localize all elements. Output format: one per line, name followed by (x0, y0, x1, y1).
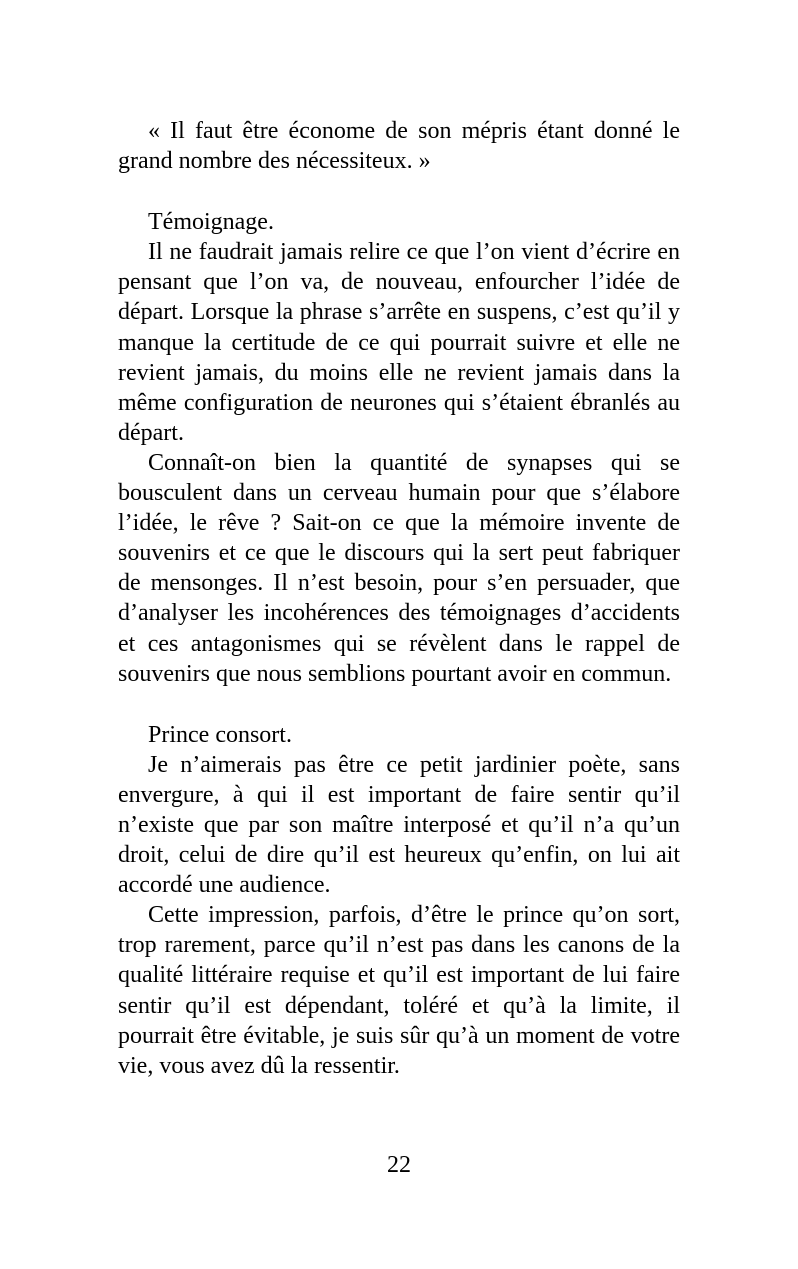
paragraph: Il ne faudrait jamais relire ce que l’on vient d’écrire en pensant que l’on va, de nouveau, enfourcher l’idée de départ. Lorsque la phrase s’arrête en suspens, c’est qu’il y manque la certitude de ce qui pourrait suivre et elle ne revient jamais, du moins elle ne revient jamais dans la même configuration de neurones qui s’étaient ébranlés au départ. (118, 239, 680, 446)
opening-quote: « Il faut être économe de son mépris étant donné le grand nombre des nécessiteux. » (118, 118, 680, 175)
section-heading-prince-consort: Prince consort. (148, 721, 292, 748)
section-heading-temoignage: Témoignage. (148, 209, 274, 236)
paragraph: Cette impression, parfois, d’être le prince qu’on sort, trop rarement, parce qu’il n’est pas dans les canons de la qualité littéraire requise et qu’il est important de lui faire sentir qu’il est dépendant, toléré et qu’à la limite, il pourrait être évitable, je suis sûr qu’à un moment de votre vie, vous avez dû la ressentir. (118, 902, 680, 1079)
paragraph: Je n’aimerais pas être ce petit jardinier poète, sans envergure, à qui il est important de faire sentir qu’il n’existe que par son maître interposé et qu’il n’a qu’un droit, celui de dire qu’il est heureux qu’enfin, on lui ait accordé une audience. (118, 751, 680, 899)
section-gap (118, 689, 680, 720)
page-body (118, 116, 680, 1081)
section-gap (118, 176, 680, 207)
paragraph: Connaît-on bien la quantité de synapses qui se bousculent dans un cerveau humain pour que s’élabore l’idée, le rêve ? Sait-on ce que la mémoire invente de souvenirs et ce que le discours qui la sert peut fabriquer de mensonges. Il n’est besoin, pour s’en persuader, que d’analyser les incohérences des témoignages d’accidents et ces antagonismes qui se révèlent dans le rappel de souvenirs que nous semblions pourtant avoir en commun. (118, 449, 680, 687)
page-number: 22 (387, 1152, 411, 1178)
